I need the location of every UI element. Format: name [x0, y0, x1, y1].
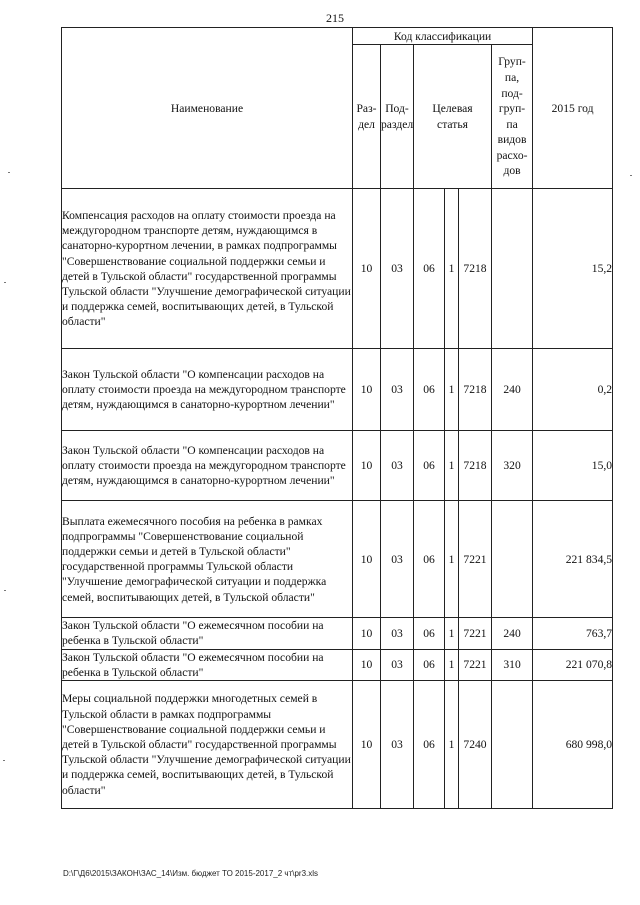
header-podrazdel: Под- раздел: [381, 45, 414, 189]
header-name: Наименование: [62, 28, 353, 189]
scan-speck: [4, 282, 6, 283]
row-target-part-3: 7218: [459, 349, 492, 431]
row-target-part-2: 1: [445, 618, 459, 649]
table-row: [62, 501, 613, 618]
row-razdel: 10: [353, 349, 381, 431]
table-row: [62, 618, 613, 649]
scan-speck: [4, 590, 6, 591]
row-target-part-2: 1: [445, 431, 459, 501]
table-row: [62, 189, 613, 349]
row-target-part-2: 1: [445, 501, 459, 618]
row-target-part-3: 7221: [459, 618, 492, 649]
row-target-part-2: 1: [445, 681, 459, 809]
row-target-part-2: 1: [445, 189, 459, 349]
row-razdel: 10: [353, 501, 381, 618]
row-podrazdel: 03: [381, 501, 414, 618]
page-number: 215: [326, 11, 344, 25]
row-expense-type: 240: [492, 618, 533, 649]
row-target-part-1: 06: [414, 649, 445, 680]
table-row: [62, 649, 613, 680]
row-expense-type: [492, 189, 533, 349]
row-name: Закон Тульской области "О ежемесячном пособии на ребенка в Тульской области": [62, 649, 353, 680]
table-row: [62, 681, 613, 809]
row-expense-type: 240: [492, 349, 533, 431]
row-target-part-1: 06: [414, 189, 445, 349]
header-vid: Груп- па, под- груп- па видов расхо- дов: [492, 45, 533, 189]
table-row: [62, 349, 613, 431]
file-path-footer: D:\Г\Д6\2015\ЗАКОН\ЗАС_14\Изм. бюджет ТО 2015-2017_2 чт\pr3.xls: [63, 869, 319, 878]
row-razdel: 10: [353, 618, 381, 649]
row-amount: 15,2: [533, 189, 613, 349]
row-target-part-1: 06: [414, 431, 445, 501]
row-target-part-1: 06: [414, 349, 445, 431]
row-amount: 0,2: [533, 349, 613, 431]
row-name: Закон Тульской области "О компенсации расходов на оплату стоимости проезда на междугородном транспорте детям, нуждающимся в санаторно-курортном лечении": [62, 431, 353, 501]
row-podrazdel: 03: [381, 349, 414, 431]
row-name: Закон Тульской области "О ежемесячном пособии на ребенка в Тульской области": [62, 618, 353, 649]
row-target-part-1: 06: [414, 681, 445, 809]
budget-table: [61, 27, 613, 809]
row-target-part-3: 7240: [459, 681, 492, 809]
row-amount: 763,7: [533, 618, 613, 649]
row-expense-type: 310: [492, 649, 533, 680]
table-row: [62, 431, 613, 501]
row-razdel: 10: [353, 189, 381, 349]
row-podrazdel: 03: [381, 649, 414, 680]
header-code-group: Код классификации: [353, 28, 533, 45]
row-podrazdel: 03: [381, 681, 414, 809]
row-amount: 221 834,5: [533, 501, 613, 618]
row-expense-type: [492, 501, 533, 618]
row-target-part-3: 7218: [459, 189, 492, 349]
scan-speck: [3, 760, 5, 761]
header-year: 2015 год: [533, 28, 613, 189]
row-target-part-2: 1: [445, 649, 459, 680]
row-target-part-2: 1: [445, 349, 459, 431]
row-target-part-3: 7221: [459, 501, 492, 618]
row-target-part-3: 7221: [459, 649, 492, 680]
scan-speck: [8, 172, 10, 173]
row-expense-type: [492, 681, 533, 809]
row-razdel: 10: [353, 681, 381, 809]
row-podrazdel: 03: [381, 431, 414, 501]
row-podrazdel: 03: [381, 618, 414, 649]
row-target-part-3: 7218: [459, 431, 492, 501]
row-razdel: 10: [353, 649, 381, 680]
row-name: Выплата ежемесячного пособия на ребенка в рамках подпрограммы "Совершенствование социальной поддержки семьи и детей в Тульской области" государственной программы Тульской области "Улучшение демографической ситуации и поддержка семей, воспитывающих детей, в Тульской области": [62, 501, 353, 618]
row-amount: 221 070,8: [533, 649, 613, 680]
row-expense-type: 320: [492, 431, 533, 501]
scan-speck: [630, 175, 632, 176]
row-amount: 15,0: [533, 431, 613, 501]
row-target-part-1: 06: [414, 618, 445, 649]
row-name: Закон Тульской области "О компенсации расходов на оплату стоимости проезда на междугородном транспорте детям, нуждающимся в санаторно-курортном лечении": [62, 349, 353, 431]
header-target: Целевая статья: [414, 45, 492, 189]
row-razdel: 10: [353, 431, 381, 501]
row-target-part-1: 06: [414, 501, 445, 618]
row-amount: 680 998,0: [533, 681, 613, 809]
header-razdel: Раз- дел: [353, 45, 381, 189]
row-podrazdel: 03: [381, 189, 414, 349]
row-name: Меры социальной поддержки многодетных семей в Тульской области в рамках подпрограммы "Совершенствование социальной поддержки семьи и детей в Тульской области" государственной программы Тульской области "Улучшение демографической ситуации и поддержка семей, воспитывающих детей, в Тульской области": [62, 681, 353, 809]
row-name: Компенсация расходов на оплату стоимости проезда на междугородном транспорте детям, нуждающимся в санаторно-курортном лечении, в рамках подпрограммы "Совершенствование социальной поддержки семьи и детей в Тульской области" государственной программы Тульской области "Улучшение демографической ситуации и поддержка семей, воспитывающих детей, в Тульской области": [62, 189, 353, 349]
